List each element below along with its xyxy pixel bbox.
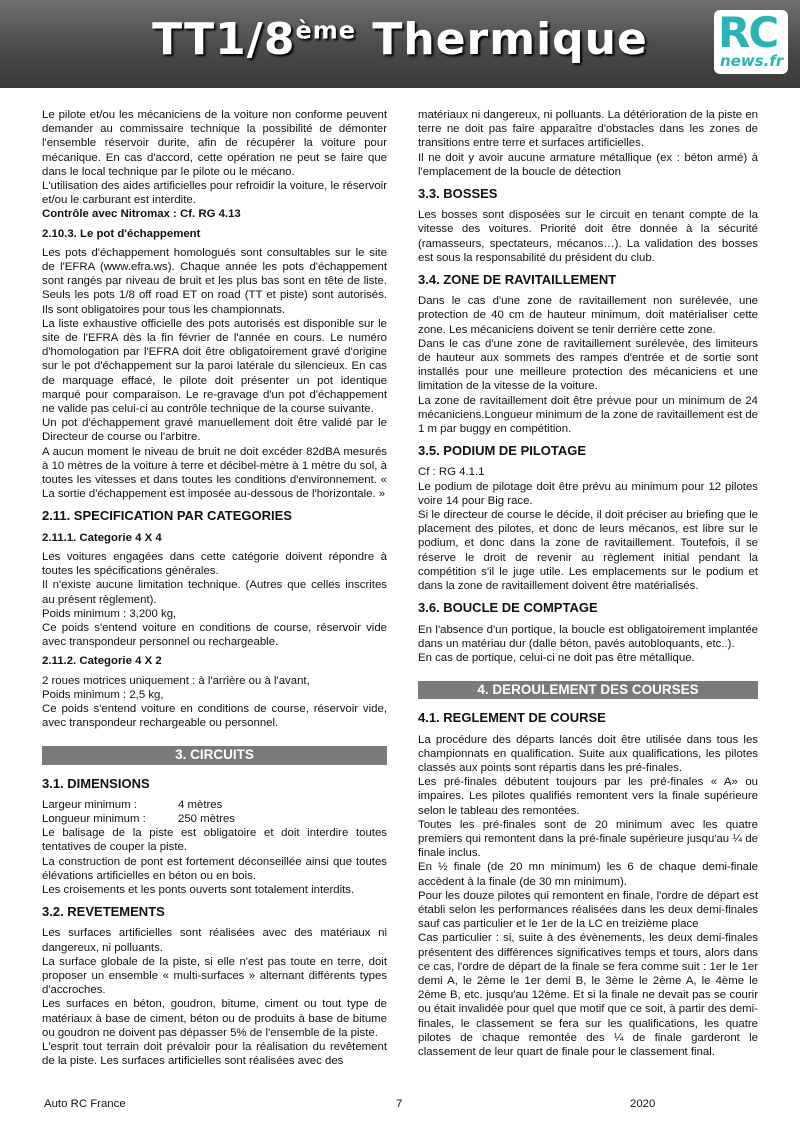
dimension-row (42, 798, 387, 812)
paragraph: 2 roues motrices uniquement : à l'arrière ou à l'avant, (42, 674, 310, 687)
footer-year: 2020 (630, 1098, 656, 1110)
paragraph: La zone de ravitaillement doit être prévue pour un minimum de 24 mécaniciens.Longueur minimum de la zone de ravitaillement est de 1 m par buggy en compétition. (418, 394, 759, 436)
title-superscript: ème (295, 16, 357, 45)
heading-2-11: 2.11. SPECIFICATION PAR CATEGORIES (42, 508, 292, 524)
paragraph: Il ne doit y avoir aucune armature métallique (ex : béton armé) à l'emplacement de la boucle de détection (418, 151, 758, 178)
dimension-label: Largeur minimum : (42, 798, 137, 811)
paragraph: Cf : RG 4.1.1 (418, 466, 485, 479)
rcnews-logo (714, 10, 788, 74)
heading-3-2: 3.2. REVETEMENTS (42, 904, 165, 920)
paragraph: Pour les douze pilotes qui remontent en finale, l'ordre de départ est établi selon les performances réalisées dans les deux demi-finales sauf cas particulier et le 1er de la LC en treizième place (418, 889, 758, 931)
paragraph: Les surfaces en béton, goudron, bitume, ciment ou tout type de matériaux à base de ciment, béton ou de produits à base de bitume ou goudron ne doivent pas dépasser 5% de l'ensemble de la piste. (42, 998, 387, 1039)
logo-rc-text: RC (718, 8, 778, 57)
logo-news-text: news.fr (720, 52, 784, 70)
section-bar-circuits: 3. CIRCUITS (42, 746, 387, 764)
title-end: Thermique (356, 14, 648, 65)
heading-2-11-1: 2.11.1. Categorie 4 X 4 (42, 531, 162, 544)
paragraph: Si le directeur de course le décide, il doit préciser au briefing que le placement des pilotes, et donc de leurs mécanos, est libre sur le podium, et donc dans la zone de ravitaillement. Toutefois, il se réserve le droit de revenir au règlement initial pendant la compétition s'il le juge utile. Les emplacements sur le podium et dans la zone de ravitaillement doivent être matérialisés. (418, 509, 758, 593)
paragraph: Les bosses sont disposées sur le circuit en tenant compte de la vitesse des voitures. Priorité doit être donnée à la sécurité (ramasseurs, spectateurs, mécanos…). La validation des bosses est sous la responsabilité du président du club. (418, 209, 758, 264)
paragraph: En ½ finale (de 20 mn minimum) les 6 de chaque demi-finale accèdent à la finale (de 30 mn minimum). (418, 861, 758, 888)
paragraph: Les voitures engagées dans cette catégorie doivent répondre à toutes les spécifications générales. (42, 550, 387, 578)
header-banner (0, 0, 800, 88)
paragraph: En l'absence d'un portique, la boucle est obligatoirement implantée dans un matériau dur (dalle béton, pavés autobloquants, etc..). (418, 623, 758, 650)
paragraph: Ce poids s'entend voiture en conditions de course, réservoir vide, avec transpondeur rechargeable ou personnel. (42, 702, 387, 730)
paragraph: Dans le cas d'une zone de ravitaillement non surélevée, une protection de 40 cm de hauteur minimum, doit matérialiser cette zone. Les mécaniciens doivent se tenir derrière cette zone. (418, 295, 758, 336)
paragraph: L'esprit tout terrain doit prévaloir pour la réalisation du revêtement de la piste. Les surfaces artificielles sont réalisées avec des (42, 1040, 387, 1068)
heading-3-3: 3.3. BOSSES (418, 186, 498, 202)
paragraph: Le balisage de la piste est obligatoire et doit interdire toutes tentatives de couper la piste. (42, 827, 387, 854)
paragraph: Dans le cas d'une zone de ravitaillement surélevée, des limiteurs de hauteur aux sommets des rampes d'entrée et de sortie sont installés pour une meilleure protection des mécaniciens et une limitation de la vitesse de la voiture. (418, 337, 758, 393)
paragraph: L'utilisation des aides artificielles pour refroidir la voiture, le réservoir et/ou le carburant est interdite. (42, 180, 387, 207)
paragraph: A aucun moment le niveau de bruit ne doit excéder 82dBA mesurés à 10 mètres de la voiture à terre et décibel-mètre à 1 mètre du sol, à toutes les vitesses et dans toutes les conditions d'environnement. « La sortie d'échappement est imposée au-dessous de l'horizontale. » (42, 445, 387, 501)
paragraph: Les pré-finales débutent toujours par les pré-finales « A» ou impaires. Les pilotes qualifiés remontent vers la finale supérieure selon le tableau des remontées. (418, 776, 758, 817)
paragraph: Le podium de pilotage doit être prévu au minimum pour 12 pilotes voire 14 pour Big race. (418, 480, 758, 507)
heading-2-11-2: 2.11.2. Categorie 4 X 2 (42, 655, 162, 668)
title-main: TT1/8 (152, 14, 296, 65)
heading-3-5: 3.5. PODIUM DE PILOTAGE (418, 443, 587, 459)
paragraph: La procédure des départs lancés doit être utilisée dans tous les championnats en qualification. Suite aux qualifications, les pilotes classés aux points sont répartis dans les pré-finales. (418, 733, 758, 774)
left-column (42, 108, 387, 1068)
heading-3-4: 3.4. ZONE DE RAVITAILLEMENT (418, 272, 617, 288)
paragraph: Un pot d'échappement gravé manuellement doit être validé par le Directeur de course ou l'arbitre. (42, 417, 387, 444)
right-column (418, 108, 758, 1059)
paragraph: Poids minimum : 3,200 kg, (42, 607, 177, 620)
dimension-row (42, 812, 387, 826)
heading-3-1: 3.1. DIMENSIONS (42, 775, 150, 791)
heading-2-10-3: 2.10.3. Le pot d'échappement (42, 227, 201, 240)
footer-page-number: 7 (396, 1098, 403, 1110)
paragraph: La liste exhaustive officielle des pots autorisés est disponible sur le site de l'EFRA dès la fin février de l'année en cours. Le numéro d'homologation par l'EFRA doit être obligatoirement gravé d'origine sur le pot d'échappement sur la paroi latérale du silencieux. En cas de marquage effacé, le pilote doit présenter un pot identique marqué pour comparaison. Le re-gravage d'un pot d'échappement ne valide pas celui-ci au contrôle technique de la course suivante. (42, 317, 387, 416)
paragraph: Il n'existe aucune limitation technique. (Autres que celles inscrites au présent règlement). (42, 579, 387, 606)
heading-4-1: 4.1. REGLEMENT DE COURSE (418, 710, 606, 726)
dimension-value: 4 mètres (178, 798, 223, 811)
paragraph: Ce poids s'entend voiture en conditions de course, réservoir vide avec transpondeur personnel ou rechargeable. (42, 621, 387, 649)
paragraph: Les surfaces artificielles sont réalisées avec des matériaux ni dangereux, ni polluants. (42, 927, 387, 954)
paragraph-bold: Contrôle avec Nitromax : Cf. RG 4.13 (42, 208, 241, 221)
paragraph: La construction de pont est fortement déconseillée ainsi que toutes élévations artificielles en béton ou en bois. (42, 855, 387, 882)
paragraph: Les croisements et les ponts ouverts sont totalement interdits. (42, 883, 355, 896)
dimension-value: 250 mètres (178, 812, 235, 825)
paragraph: matériaux ni dangereux, ni polluants. La détérioration de la piste en terre ne doit pas faire apparaître d'obstacles dans les zones de transitions entre terre et surfaces artificielles. (418, 109, 758, 150)
paragraph: Poids minimum : 2,5 kg, (42, 688, 164, 701)
paragraph: Le pilote et/ou les mécaniciens de la voiture non conforme peuvent demander au commissaire technique la possibilité de démonter l'ensemble réservoir durite, afin de récupérer la voiture pour mécanique. En cas d'accord, cette opération ne peut se faire que dans le local technique par le pilote ou le mécano. (42, 109, 387, 178)
paragraph: Les pots d'échappement homologués sont consultables sur le site de l'EFRA (www.efra.ws). Chaque année les pots d'échappement sont rangés par niveau de bruit et les plus bas sont en tête de liste. Seuls les pots 1/8 off road ET on road (TT et piste) sont autorisés. Ils sont obligatoires pour tous les championnats. (42, 246, 387, 316)
paragraph: Toutes les pré-finales sont de 20 minimum avec les quatre premiers qui remontent dans la pré-finale supérieure jusqu'au ¼ de finale inclus. (418, 818, 758, 860)
section-bar-deroulement: 4. DEROULEMENT DES COURSES (418, 681, 758, 699)
paragraph: La surface globale de la piste, si elle n'est pas toute en terre, doit proposer un ensemble « multi-surfaces » alternant différents types d'accroches. (42, 955, 387, 997)
footer-publisher: Auto RC France (44, 1098, 126, 1110)
dimension-label: Longueur minimum : (42, 812, 146, 825)
heading-3-6: 3.6. BOUCLE DE COMPTAGE (418, 600, 598, 616)
page-title (0, 14, 800, 65)
paragraph: Cas particulier : si, suite à des évènements, les deux demi-finales présentent des différences significatives temps et tours, alors dans ce cas, l'ordre de départ de la finale se fera comme suit : 1er le 1er demi A, le 2ème le 1er demi B, le 3ème le 2ème A, le 4ème le 2ème B, etc. jusqu'au 12ème. Et si la finale ne devait pas se courir ou était invalidée pour quel que motif que ce soit, à partir des demi-finales, le classement se fera sur les qualifications, les quatre pilotes de chaque remontée des ¼ de finale garderont le classement de leur quart de finale pour le classement final. (418, 932, 758, 1058)
paragraph: En cas de portique, celui-ci ne doit pas être métallique. (418, 651, 695, 664)
